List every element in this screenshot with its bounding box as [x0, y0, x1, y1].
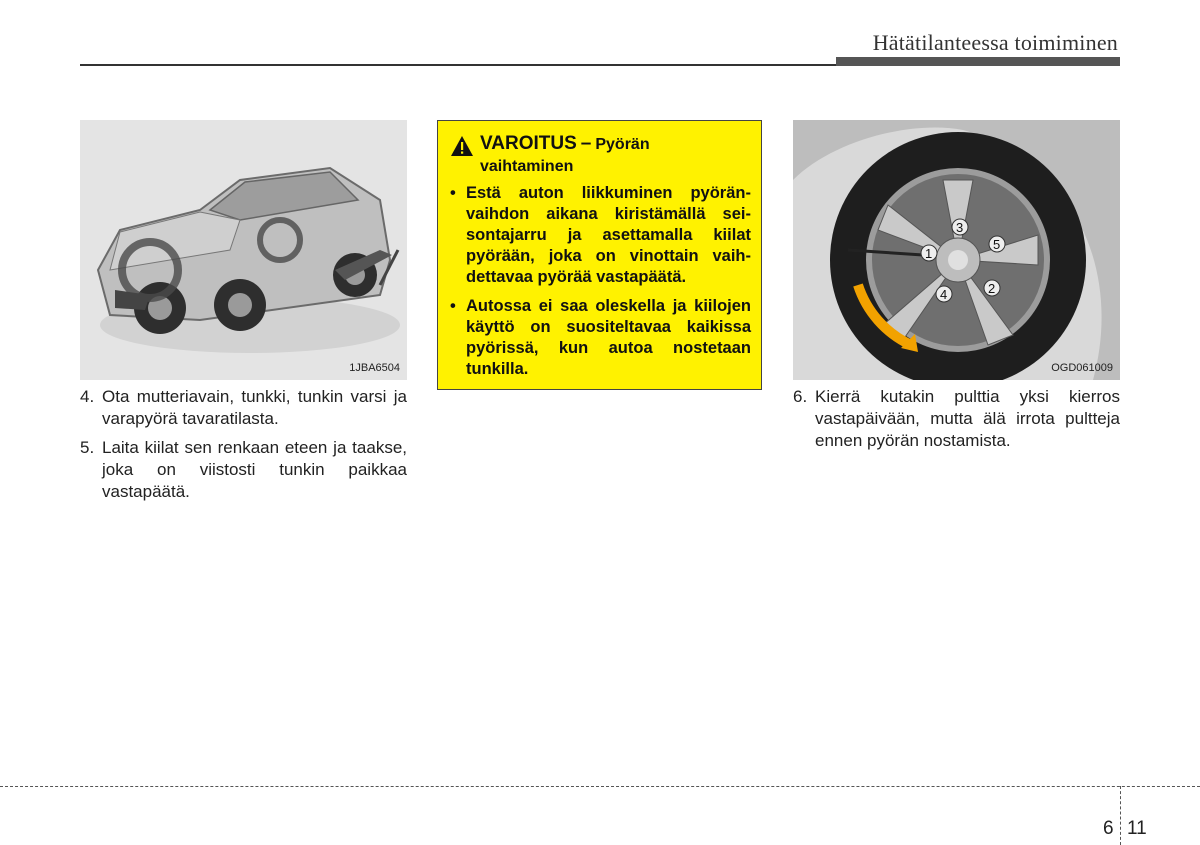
warning-dash: – [580, 133, 592, 154]
step-number: 4. [80, 387, 95, 406]
wheel-nuts-illustration [793, 120, 1120, 380]
step-text: Kierrä kutakin pulttia yksi kierros vastapäivään, mutta älä irrota pultteja ennen pyörän nostamista. [815, 387, 1120, 450]
callout-4: 4 [940, 287, 948, 302]
header-rule-thin [80, 64, 840, 66]
chapter-number: 6 [1103, 818, 1114, 839]
step-text: Ota mutteriavain, tunkki, tunkin varsi ja varapyörä tavaratilasta. [102, 387, 407, 428]
warning-bullet-list [450, 183, 751, 380]
figure-code-left: 1JBA6504 [349, 362, 400, 374]
page-header-title: Hätätilanteessa toimiminen [872, 30, 1118, 55]
figure-code-right: OGD061009 [1051, 362, 1113, 374]
wheel-illustration-graphic [793, 120, 1120, 380]
bullet-dot: • [450, 297, 456, 315]
header-rule-thick [836, 57, 1120, 66]
footer-separator [1120, 786, 1121, 845]
page-number: 11 [1127, 818, 1147, 839]
instruction-list-left [80, 386, 407, 510]
callout-1: 1 [925, 246, 933, 261]
warning-subtitle: Pyörän [595, 136, 650, 153]
warning-title [480, 133, 650, 156]
car-illustration-graphic [80, 120, 407, 380]
warning-bullet-text: Autossa ei saa oleskella ja kiilojen käyttö on suositeltavaa kaikissa pyörissä, kun autoa nostetaan tunkilla. [466, 297, 751, 378]
warning-subtitle-line2: vaihtaminen [480, 158, 574, 175]
step-text: Laita kiilat sen renkaan eteen ja taakse, joka on viistosti tunkin paikkaa vastapäätä. [102, 438, 407, 501]
warning-triangle-icon [450, 135, 474, 157]
step-item [80, 386, 407, 430]
footer-dashed-rule [0, 786, 1200, 787]
warning-bullet [450, 296, 751, 380]
callout-5: 5 [993, 237, 1001, 252]
step-number: 5. [80, 438, 95, 457]
car-chock-illustration [80, 120, 407, 380]
callout-3: 3 [956, 220, 964, 235]
step-item [80, 437, 407, 503]
warning-box [437, 120, 762, 390]
warning-header [450, 133, 751, 157]
warning-label: VAROITUS [480, 133, 577, 154]
warning-bullet-text: Estä auton liikkuminen pyöränvaihdon aikana kiristämällä seisontajarru ja asettamalla kiilat pyörään, joka on vinottain vaihdettavaa pyörää vastapäätä. [466, 184, 751, 286]
callout-2: 2 [988, 281, 996, 296]
bullet-dot: • [450, 184, 456, 202]
instruction-list-right [793, 386, 1120, 459]
step-number: 6. [793, 387, 808, 406]
step-item [793, 386, 1120, 452]
warning-bullet [450, 183, 751, 288]
